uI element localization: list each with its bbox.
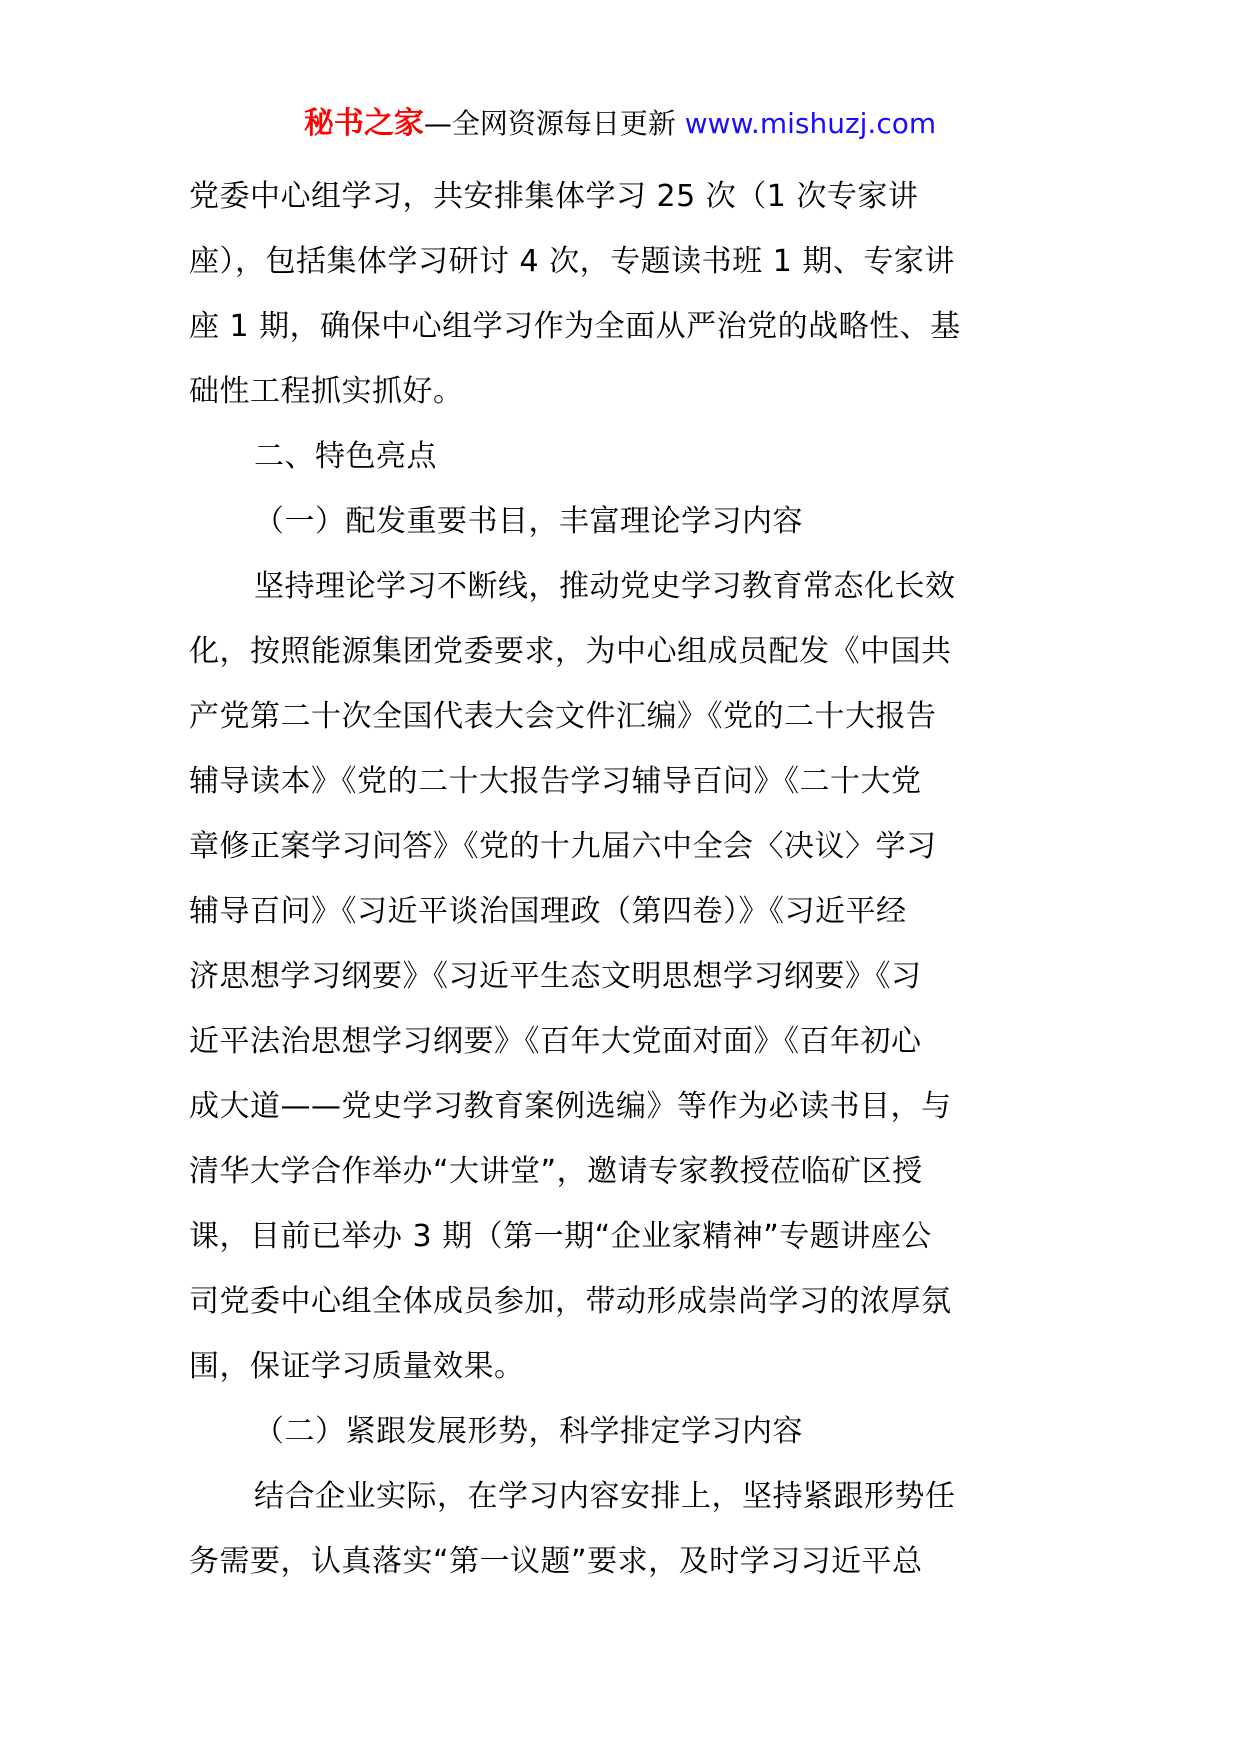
text-line: 课，目前已举办 3 期（第一期“企业家精神”专题讲座公	[189, 1219, 932, 1254]
text-line: 清华大学合作举办“大讲堂”，邀请专家教授莅临矿区授	[189, 1154, 923, 1189]
website-link[interactable]: www.mishuzj.com	[684, 107, 937, 140]
section-heading: 二、特色亮点	[254, 439, 437, 474]
subsection-heading: （二）紧跟发展形势，科学排定学习内容	[254, 1414, 803, 1449]
text-line: 座），包括集体学习研讨 4 次，专题读书班 1 期、专家讲	[189, 244, 955, 279]
text-line: 司党委中心组全体成员参加，带动形成崇尚学习的浓厚氛	[189, 1284, 952, 1319]
text-line: 党委中心组学习，共安排集体学习 25 次（1 次专家讲	[189, 179, 919, 214]
brand-name: 秘书之家	[303, 106, 424, 141]
text-line: 坚持理论学习不断线，推动党史学习教育常态化长效	[254, 569, 956, 604]
text-line: 辅导读本》《党的二十大报告学习辅导百问》《二十大党	[189, 764, 922, 799]
text-line: 结合企业实际，在学习内容安排上，坚持紧跟形势任	[254, 1479, 956, 1514]
text-line: 济思想学习纲要》《习近平生态文明思想学习纲要》《习	[189, 959, 922, 994]
text-line: 成大道——党史学习教育案例选编》等作为必读书目，与	[189, 1089, 952, 1124]
text-line: 围，保证学习质量效果。	[189, 1349, 525, 1384]
document-body	[189, 164, 1061, 1594]
text-line: 近平法治思想学习纲要》《百年大党面对面》《百年初心	[189, 1024, 922, 1059]
text-line: 础性工程抓实抓好。	[189, 374, 464, 409]
text-line: 产党第二十次全国代表大会文件汇编》《党的二十大报告	[189, 699, 937, 734]
text-line: 章修正案学习问答》《党的十九届六中全会〈决议〉学习	[189, 829, 937, 864]
text-line: 化，按照能源集团党委要求，为中心组成员配发《中国共	[189, 634, 952, 669]
text-line: 辅导百问》《习近平谈治国理政（第四卷）》《习近平经	[189, 894, 907, 929]
header-tagline: —全网资源每日更新	[423, 107, 676, 140]
watermark-header	[0, 98, 1240, 150]
text-line: 务需要，认真落实“第一议题”要求，及时学习习近平总	[189, 1544, 923, 1579]
subsection-heading: （一）配发重要书目，丰富理论学习内容	[254, 504, 803, 539]
text-line: 座 1 期，确保中心组学习作为全面从严治党的战略性、基	[189, 309, 961, 344]
